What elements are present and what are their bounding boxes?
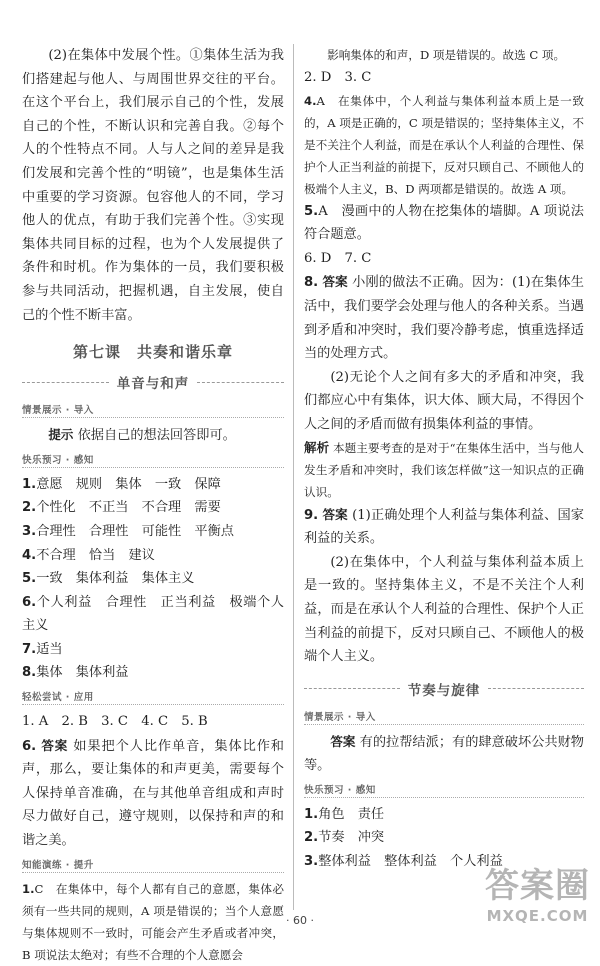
q1-explanation: 1.C 在集体中，每个人都有自己的意愿，集体必须有一些共同的规则，A 项是错误的；当个人意愿与集体规则不一致时，可能会产生矛盾或者冲突，B 项说法太绝对；有些不合理的个人意愿会 <box>22 881 284 962</box>
topic-line-right <box>197 382 284 383</box>
watermark-text: 答案圈 <box>485 866 590 906</box>
section-label: 情景展示 · 导入 <box>22 402 284 418</box>
topic-line-left <box>304 688 400 689</box>
right-column <box>304 44 584 874</box>
intro-paragraph: (2)在集体中发展个性。①集体生活为我们搭建起与他人、与周围世界交往的平台。在这个平台上，我们展示自己的个性，发展自己的个性，不断认识和完善自我。②每个人的个性特点不同。人与人之间的差异是我们发展和完善个性的“明镜”，也是集体生活中重要的学习资源。包容他人的不同，学习他人的优点，有助于我们完善个性。③实现集体共同目标的过程，也为个人发展提供了条件和时机。作为集体的一员，我们要积极参与共同活动，把握机遇，自主发展，使自己的个性不断丰富。 <box>22 48 284 323</box>
list-item: 3.整体利益 整体利益 个人利益 <box>304 854 503 870</box>
section-label: 快乐预习 · 感知 <box>22 452 284 468</box>
list-item: 4.不合理 恰当 建议 <box>22 547 155 563</box>
list-item: 1.角色 责任 <box>304 806 385 822</box>
scenario-answer: 答案 有的拉帮结派；有的肆意破坏公共财物等。 <box>304 733 584 774</box>
list-item: 5.一致 集体利益 集体主义 <box>22 571 195 587</box>
lesson-title: 第七课 共奏和谐乐章 <box>72 343 233 362</box>
tip-text: 依据自己的想法回答即可。 <box>77 428 236 444</box>
section-label: 快乐预习 · 感知 <box>304 782 584 798</box>
list-item: 2.个性化 不正当 不合理 需要 <box>22 500 221 516</box>
q8-answer: 8. 答案 小刚的做法不正确。因为：(1)在集体生活中，我们要学会处理与他人的各种关系。当遇到矛盾和冲突时，我们要冷静考虑，慎重选择适当的处理方式。 <box>304 274 584 362</box>
answer-label: 答案 <box>322 274 348 290</box>
mc-answers: 1. A 2. B 3. C 4. C 5. B <box>22 714 208 730</box>
q8-analysis: 解析 本题主要考查的是对于“在集体生活中，当与他人发生矛盾和冲突时，我们该怎样做”这一知识点的正确认识。 <box>304 439 584 499</box>
left-column <box>22 44 284 966</box>
q8-answer-part2: (2)无论个人之间有多大的矛盾和冲突，我们都应心中有集体，识大体、顾大局，不得因个人之间的矛盾而做有损集体利益的事情。 <box>304 369 584 432</box>
q4-explanation: 4.A 在集体中，个人利益与集体利益本质上是一致的，A 项是正确的，C 项是错误的；坚持集体主义，不是不关注个人利益，而是在承认个人利益的合理性、保护个人正当利益的前提下，反对只顾自己、不顾他人的极端个人主义，B、D 两项都是错误的。故选 A 项。 <box>304 93 584 196</box>
page-number: · 60 · <box>286 914 314 927</box>
list-item: 8.集体 集体利益 <box>22 665 129 681</box>
list-item: 6.个人利益 合理性 正当利益 极端个人主义 <box>22 594 284 634</box>
list-item: 3.合理性 合理性 可能性 平衡点 <box>22 523 234 539</box>
topic-header-1 <box>22 372 284 392</box>
section-label: 轻松尝试 · 应用 <box>22 689 284 705</box>
watermark-logo <box>485 858 590 925</box>
continued-text: 影响集体的和声，D 项是错误的。故选 C 项。 <box>327 48 566 62</box>
section-label: 情景展示 · 导入 <box>304 709 584 725</box>
preview-list <box>22 473 284 685</box>
list-item: 7.适当 <box>22 641 63 657</box>
q9-answer-part2: (2)在集体中，个人利益与集体利益本质上是一致的。坚持集体主义，不是不关注个人利益，而是在承认个人利益的合理性、保护个人正当利益的前提下，反对只顾自己、不顾他人的极端个人主义。 <box>304 554 584 665</box>
topic-header-2 <box>304 679 584 699</box>
analysis-label: 解析 <box>304 439 330 455</box>
tip-label: 提示 <box>48 427 74 443</box>
answer-label: 答案 <box>41 737 69 753</box>
q9-answer: 9. 答案 (1)正确处理个人利益与集体利益、国家利益的关系。 <box>304 506 584 547</box>
answer-label: 答案 <box>322 506 348 522</box>
answer-label: 答案 <box>330 733 356 749</box>
q6-answer: 6. 答案 如果把个人比作单音，集体比作和声，那么，要让集体的和声更美，需要每个人保持单音准确，在与其他单音组成和声时尽力做好自己，遵守规则，以保持和声的和谐之美。 <box>22 737 284 849</box>
q5-answer: 5.A 漫画中的人物在挖集体的墙脚。A 项说法符合题意。 <box>304 203 584 243</box>
answers-6-7: 6. D 7. C <box>304 250 372 266</box>
watermark-url: MXQE.COM <box>486 907 589 925</box>
answers-2-3: 2. D 3. C <box>304 70 372 85</box>
topic-line-left <box>22 382 109 383</box>
topic-title: 节奏与旋律 <box>407 682 481 699</box>
topic-line-right <box>488 688 584 689</box>
topic-title: 单音与和声 <box>116 376 190 393</box>
list-item: 1.意愿 规则 集体 一致 保障 <box>22 476 221 492</box>
column-divider <box>293 44 294 910</box>
section-label: 知能演练 · 提升 <box>22 857 284 873</box>
list-item: 2.节奏 冲突 <box>304 830 385 846</box>
tip-line <box>22 423 284 448</box>
